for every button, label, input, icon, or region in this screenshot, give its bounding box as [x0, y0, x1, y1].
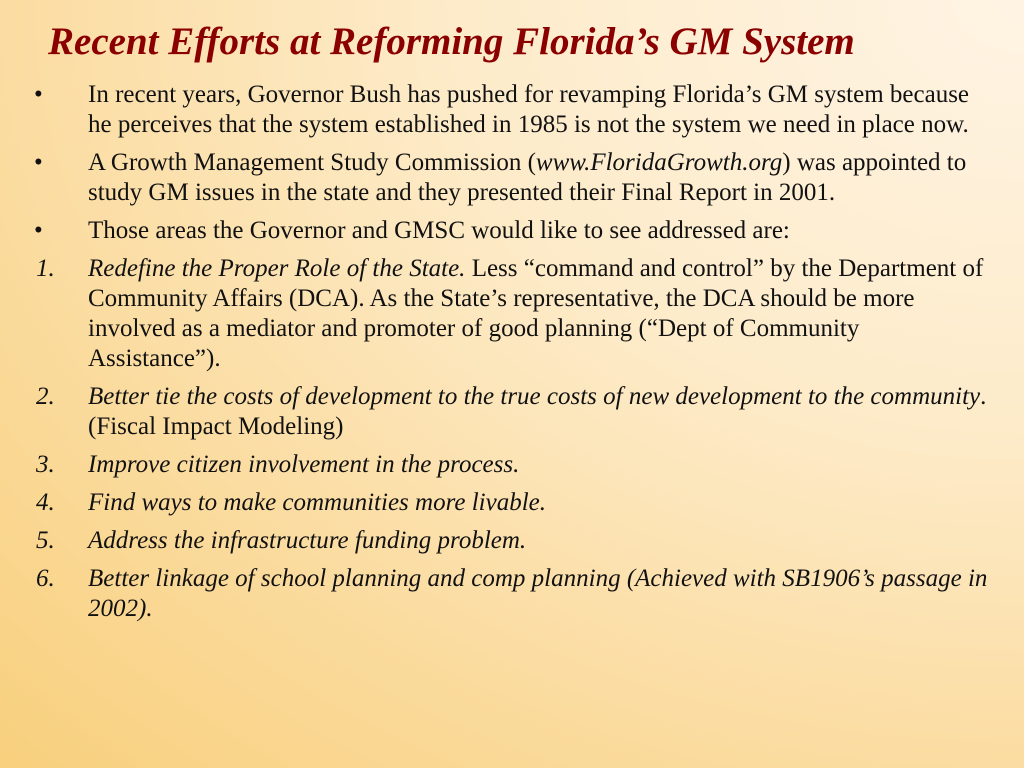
numbered-item	[30, 254, 990, 374]
bullet-text-continued: ) was appointed to study GM issues in the state and they presented their Final Report in 2001.	[88, 149, 967, 206]
website-reference: www.FloridaGrowth.org	[535, 149, 783, 176]
numbered-item	[30, 488, 990, 518]
item-heading: Improve citizen involvement in the process.	[88, 451, 520, 478]
item-heading: Better tie the costs of development to the true costs of new development to the community	[88, 383, 981, 410]
slide-title: Recent Efforts at Reforming Florida’s GM System	[48, 20, 855, 63]
number-marker: 2.	[36, 383, 55, 410]
number-marker: 6.	[36, 565, 55, 592]
bullet-marker: •	[34, 217, 43, 244]
bullet-text: A Growth Management Study Commission (	[88, 149, 536, 176]
numbered-item	[30, 526, 990, 556]
item-heading: Address the infrastructure funding problem.	[88, 527, 527, 554]
number-marker: 4.	[36, 489, 55, 516]
bullet-item	[30, 80, 990, 140]
item-heading: Better linkage of school planning and comp planning (Achieved with SB1906’s passage in 2002).	[88, 565, 988, 622]
item-heading: Find ways to make communities more livable.	[88, 489, 547, 516]
bullet-marker: •	[34, 81, 43, 108]
bullet-text: In recent years, Governor Bush has pushed for revamping Florida’s GM system because he perceives that the system established in 1985 is not the system we need in place now.	[88, 81, 970, 138]
numbered-item	[30, 564, 990, 624]
number-marker: 1.	[36, 255, 55, 282]
bullet-text: Those areas the Governor and GMSC would like to see addressed are:	[88, 217, 790, 244]
numbered-item	[30, 382, 990, 442]
numbered-item	[30, 450, 990, 480]
bullet-marker: •	[34, 149, 43, 176]
item-detail: . (Fiscal Impact Modeling)	[88, 383, 987, 440]
slide-body	[30, 80, 990, 632]
number-marker: 5.	[36, 527, 55, 554]
item-detail: Less “command and control” by the Department of Community Affairs (DCA). As the State’s representative, the DCA should be more involved as a mediator and promoter of good planning (“Dept of Community Assistance”).	[88, 255, 984, 372]
item-heading: Redefine the Proper Role of the State.	[88, 255, 466, 282]
bullet-item	[30, 148, 990, 208]
bullet-item	[30, 216, 990, 246]
number-marker: 3.	[36, 451, 55, 478]
